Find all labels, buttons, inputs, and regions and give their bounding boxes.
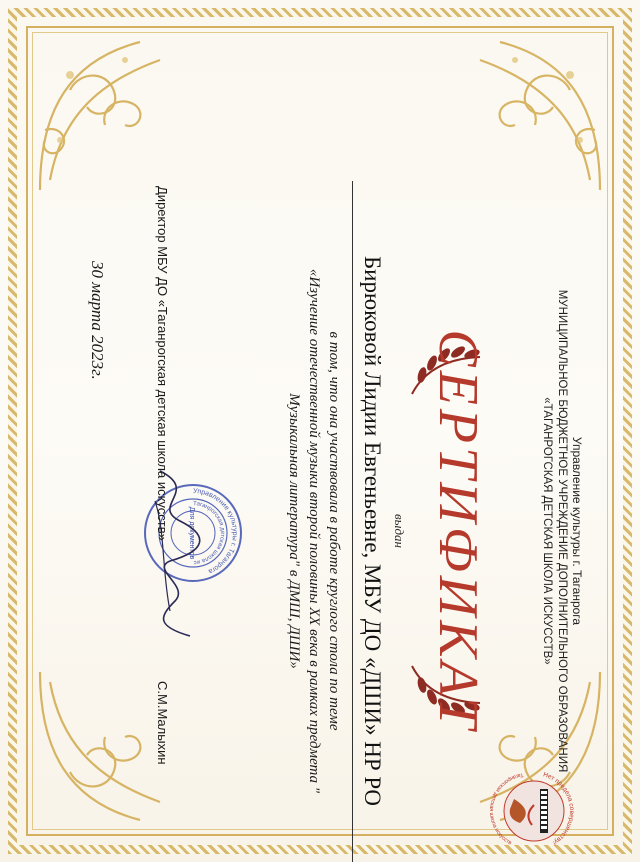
logo-top-text: Нет предела совершенству! [542,771,576,847]
recipient-underline [352,181,353,862]
stamp-inner-text: Таганрогская детская школа ис [192,500,226,566]
header-institution-name: «ТАГАНРОГСКАЯ ДЕТСКАЯ ШКОЛА ИСКУССТВ» [541,397,553,665]
certificate-content [50,161,590,862]
body-text-line-2: «Изучение отечественной музыки второй половины XX века в рамках предмета " [306,268,322,794]
recipient-name: Бирюковой Лидии Евгеньевне, МБУ ДО «ДШИ» НР РО [360,255,385,807]
school-logo [484,761,584,861]
signer-name: С.М.Малыхин [155,681,170,765]
certificate-title: СЕРТИФИКАТ [427,329,489,733]
stamp-outer-text: Управление культуры г. Таганрога [192,487,239,575]
stamp-center-text: Для документов [188,506,195,560]
body-text-line-1: в том, что она участвовала в работе круглого стола по теме [326,331,342,731]
handwritten-signature [140,461,210,641]
logo-bottom-text: Таганрогская детская школа искусств [487,771,524,847]
director-title: Директор МБУ ДО «Таганрогская детская школа искусств» [155,186,170,541]
issued-label: выдан [392,514,407,548]
header-department: Управление культуры г. Таганрога [570,436,584,626]
body-text-line-3: Музыкальная литература" в ДМШ, ДШИ» [286,393,302,669]
issue-date: 30 марта 2023г. [88,261,107,380]
header-institution-type: МУНИЦИПАЛЬНОЕ БЮДЖЕТНОЕ УЧРЕЖДЕНИЕ ДОПОЛНИТЕЛЬНОГО ОБРАЗОВАНИЯ [556,289,568,773]
